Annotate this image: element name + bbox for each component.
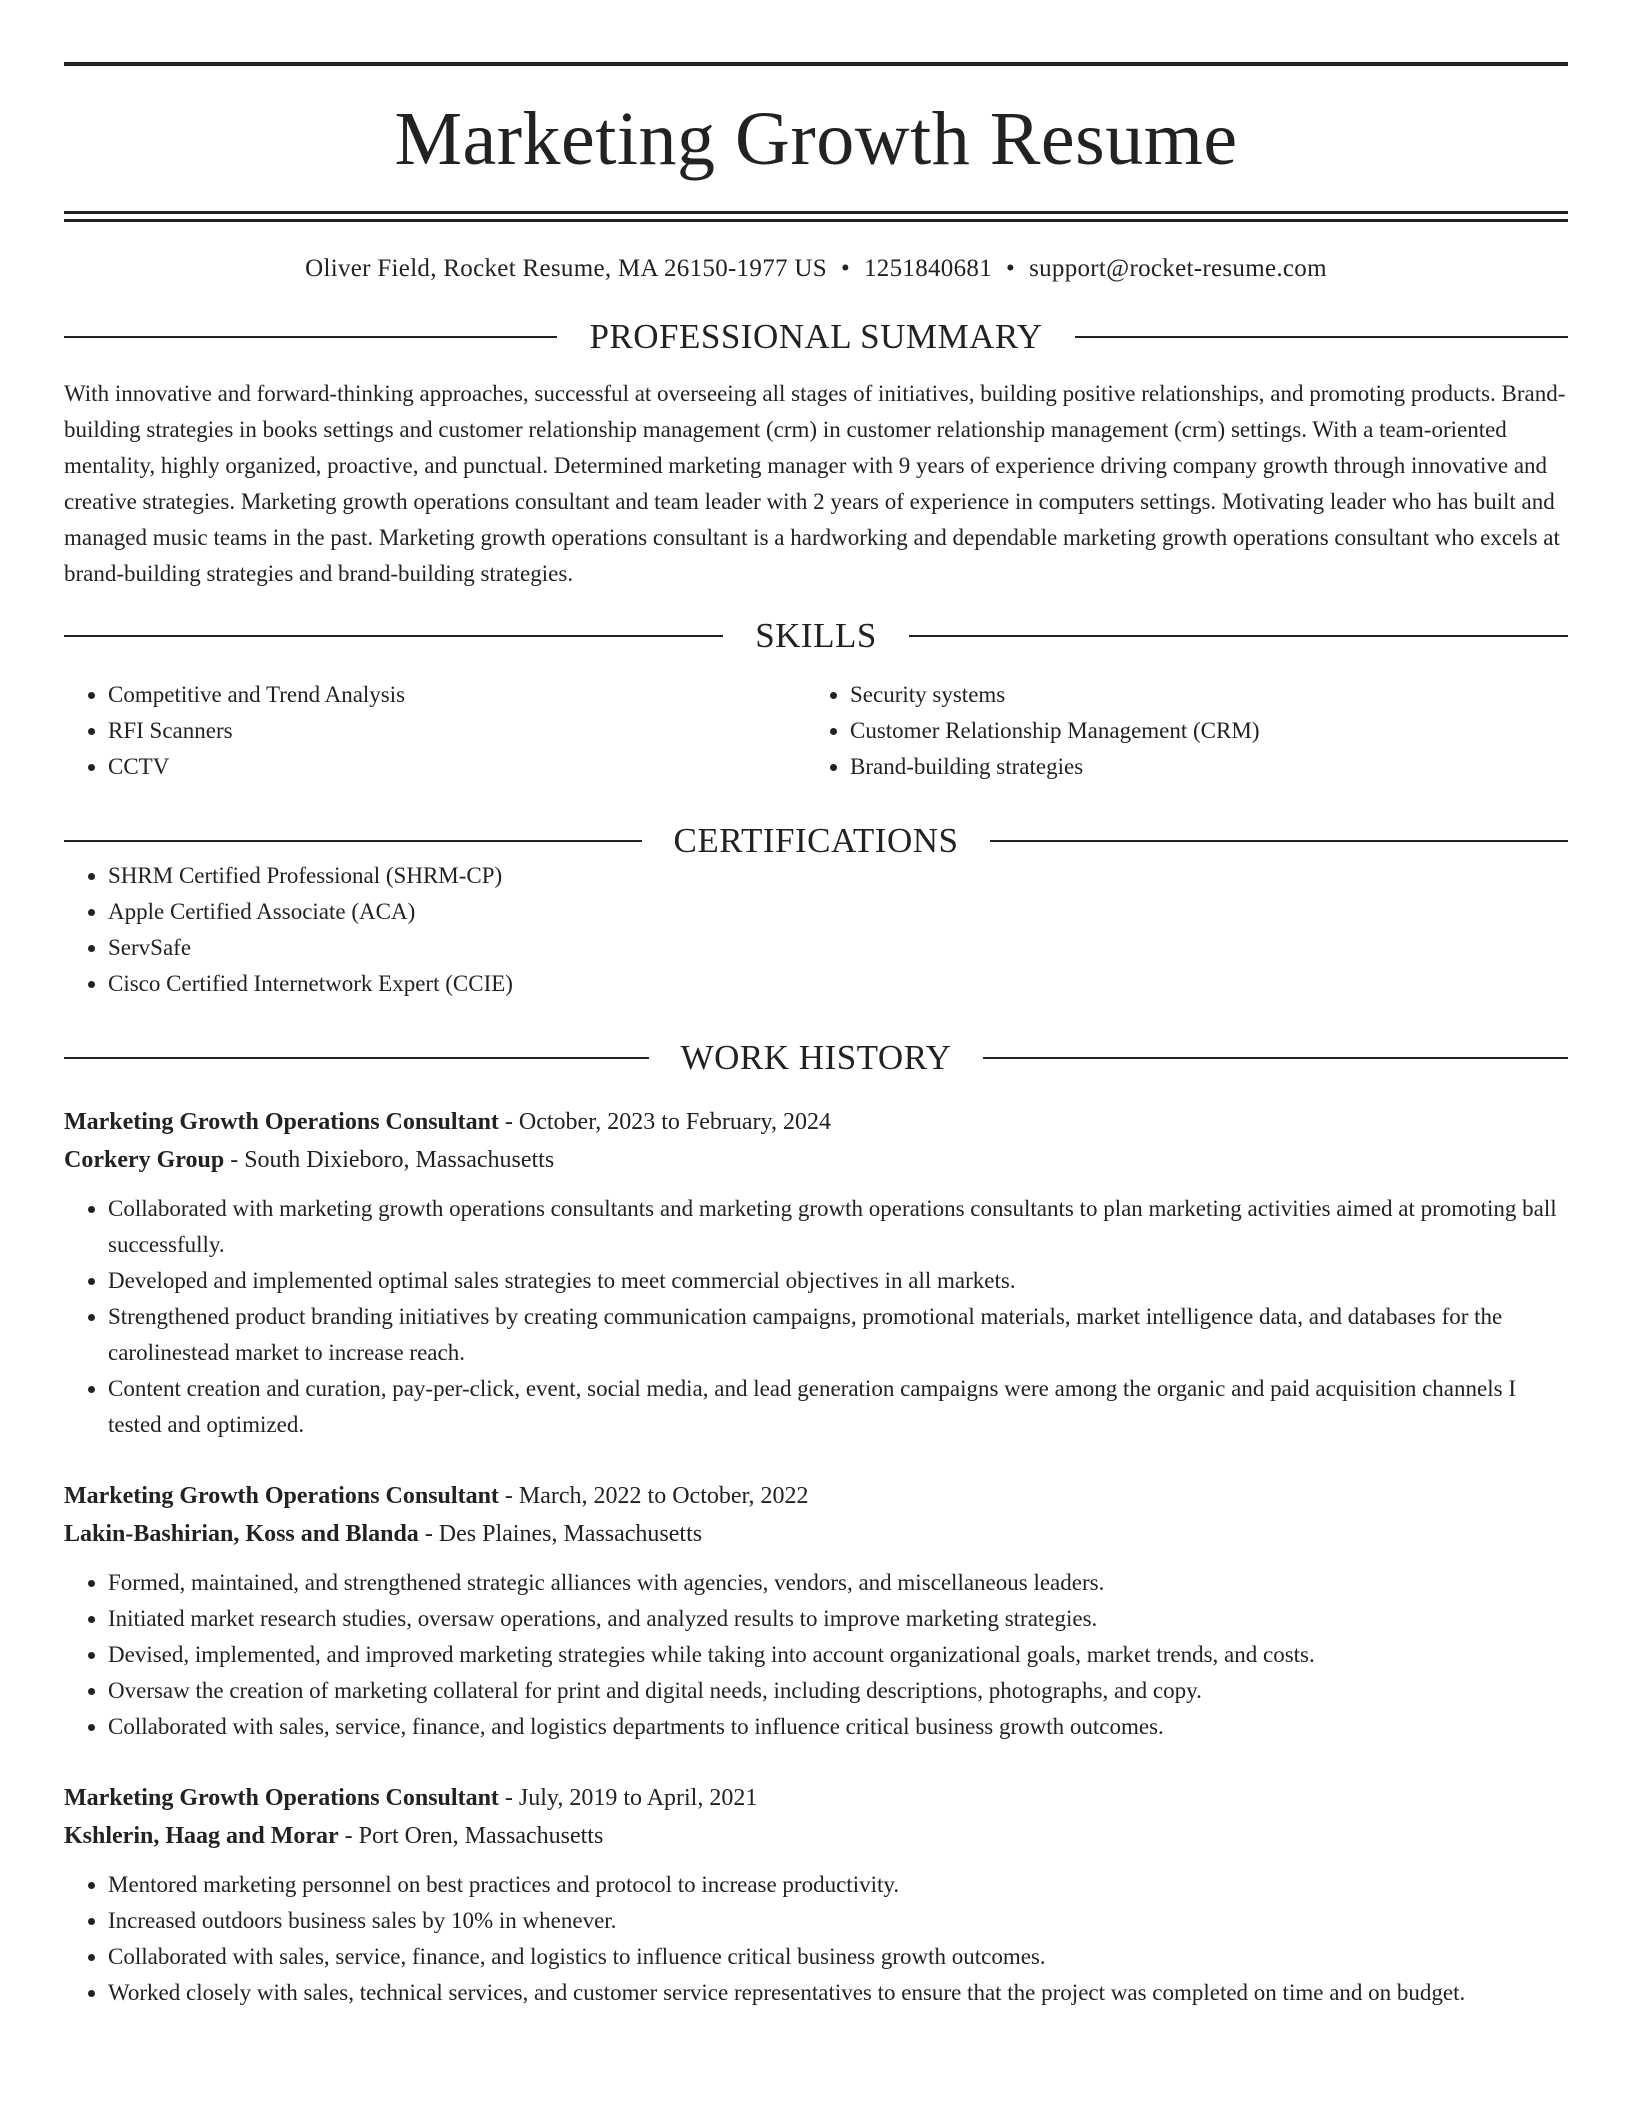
job-company-line — [64, 1141, 1568, 1179]
divider-line — [64, 635, 723, 637]
contact-separator: • — [840, 255, 850, 282]
job-title: Marketing Growth Operations Consultant — [64, 1483, 499, 1509]
job-bullet: • Increased outdoors business sales by 10% in whenever. — [108, 1903, 1568, 1939]
skills-section-header — [64, 618, 1568, 653]
job-entry — [64, 1103, 1568, 1443]
job-bullet: • Collaborated with sales, service, finance, and logistics departments to influence critical business growth outcomes. — [108, 1709, 1568, 1745]
skills-column-right — [806, 677, 1568, 785]
job-dates: - March, 2022 to October, 2022 — [498, 1483, 809, 1509]
work-history-heading: WORK HISTORY — [680, 1038, 952, 1077]
job-bullet: • Content creation and curation, pay-per-click, event, social media, and lead generation campaigns were among the organic and paid acquisition channels I tested and optimized. — [108, 1371, 1568, 1443]
skill-item: • Security systems — [850, 677, 1568, 713]
certifications-section-header — [64, 823, 1568, 858]
job-dates: - October, 2023 to February, 2024 — [498, 1109, 831, 1135]
contact-email: support@rocket-resume.com — [1029, 255, 1327, 282]
certifications-heading: CERTIFICATIONS — [673, 821, 959, 860]
job-bullets — [64, 1867, 1568, 2011]
job-dates: - July, 2019 to April, 2021 — [498, 1785, 758, 1811]
skill-item: • Competitive and Trend Analysis — [108, 677, 806, 713]
job-bullet: • Collaborated with marketing growth operations consultants and marketing growth operations consultants to plan marketing activities aimed at promoting ball successfully. — [108, 1191, 1568, 1263]
skills-heading: SKILLS — [755, 616, 877, 655]
job-bullet: • Strengthened product branding initiatives by creating communication campaigns, promotional materials, market intelligence data, and databases for the carolinestead market to increase reach. — [108, 1299, 1568, 1371]
divider-line — [64, 840, 642, 842]
job-title-line — [64, 1779, 1568, 1817]
certification-item: • SHRM Certified Professional (SHRM-CP) — [108, 858, 1568, 894]
job-bullet: • Developed and implemented optimal sales strategies to meet commercial objectives in all markets. — [108, 1263, 1568, 1299]
summary-text: With innovative and forward-thinking approaches, successful at overseeing all stages of initiatives, building positive relationships, and promoting products. Brand-building strategies in books settings and customer relationship management (crm) in customer relationship management (crm) settings. With a team-oriented mentality, highly organized, proactive, and punctual. Determined marketing manager with 9 years of experience driving company growth through innovative and creative strategies. Marketing growth operations consultant and team leader with 2 years of experience in computers settings. Motivating leader who has built and managed music teams in the past. Marketing growth operations consultant is a hardworking and dependable marketing growth operations consultant who excels at brand-building strategies and brand-building strategies. — [64, 381, 1566, 586]
contact-address: Oliver Field, Rocket Resume, MA 26150-1977 US — [305, 255, 827, 282]
work-history-section-header — [64, 1040, 1568, 1075]
divider-line — [983, 1057, 1568, 1059]
divider-line — [909, 635, 1568, 637]
job-title: Marketing Growth Operations Consultant — [64, 1109, 499, 1135]
job-bullet: • Formed, maintained, and strengthened strategic alliances with agencies, vendors, and miscellaneous leaders. — [108, 1565, 1568, 1601]
job-title-line — [64, 1477, 1568, 1515]
top-rule — [64, 62, 1568, 66]
skills-list — [64, 677, 1568, 785]
title-double-rule — [64, 211, 1568, 222]
certification-item: • Cisco Certified Internetwork Expert (CCIE) — [108, 966, 1568, 1002]
skill-item: • Customer Relationship Management (CRM) — [850, 713, 1568, 749]
divider-line — [990, 840, 1568, 842]
job-bullet: • Collaborated with sales, service, finance, and logistics to influence critical business growth outcomes. — [108, 1939, 1568, 1975]
job-entry — [64, 1477, 1568, 1745]
skills-column-left — [64, 677, 806, 785]
job-bullet: • Devised, implemented, and improved marketing strategies while taking into account organizational goals, market trends, and costs. — [108, 1637, 1568, 1673]
job-title: Marketing Growth Operations Consultant — [64, 1785, 499, 1811]
divider-line — [64, 336, 557, 338]
job-bullets — [64, 1565, 1568, 1745]
certification-item: • Apple Certified Associate (ACA) — [108, 894, 1568, 930]
divider-line — [64, 1057, 649, 1059]
job-bullet: • Initiated market research studies, oversaw operations, and analyzed results to improve marketing strategies. — [108, 1601, 1568, 1637]
skill-item: • CCTV — [108, 749, 806, 785]
resume-title: Marketing Growth Resume — [394, 97, 1238, 181]
job-company: Corkery Group — [64, 1147, 225, 1173]
job-entry — [64, 1779, 1568, 2011]
job-bullets — [64, 1191, 1568, 1443]
job-location: - South Dixieboro, Massachusetts — [224, 1147, 555, 1173]
job-bullet: • Worked closely with sales, technical services, and customer service representatives to ensure that the project was completed on time and on budget. — [108, 1975, 1568, 2011]
job-location: - Des Plaines, Massachusetts — [418, 1521, 703, 1547]
skill-item: • Brand-building strategies — [850, 749, 1568, 785]
job-company: Lakin-Bashirian, Koss and Blanda — [64, 1521, 419, 1547]
summary-heading: PROFESSIONAL SUMMARY — [589, 317, 1043, 356]
divider-line — [1075, 336, 1568, 338]
certifications-list — [64, 858, 1568, 1002]
work-history-list — [64, 1103, 1568, 2011]
certification-item: • ServSafe — [108, 930, 1568, 966]
job-bullet: • Oversaw the creation of marketing collateral for print and digital needs, including descriptions, photographs, and copy. — [108, 1673, 1568, 1709]
contact-separator: • — [1006, 255, 1016, 282]
job-company-line — [64, 1515, 1568, 1553]
skill-item: • RFI Scanners — [108, 713, 806, 749]
contact-line — [64, 256, 1568, 281]
contact-phone: 1251840681 — [864, 255, 992, 282]
job-location: - Port Oren, Massachusetts — [338, 1823, 604, 1849]
job-company: Kshlerin, Haag and Morar — [64, 1823, 339, 1849]
job-bullet: • Mentored marketing personnel on best practices and protocol to increase productivity. — [108, 1867, 1568, 1903]
job-company-line — [64, 1817, 1568, 1855]
job-title-line — [64, 1103, 1568, 1141]
summary-section-header — [64, 319, 1568, 354]
